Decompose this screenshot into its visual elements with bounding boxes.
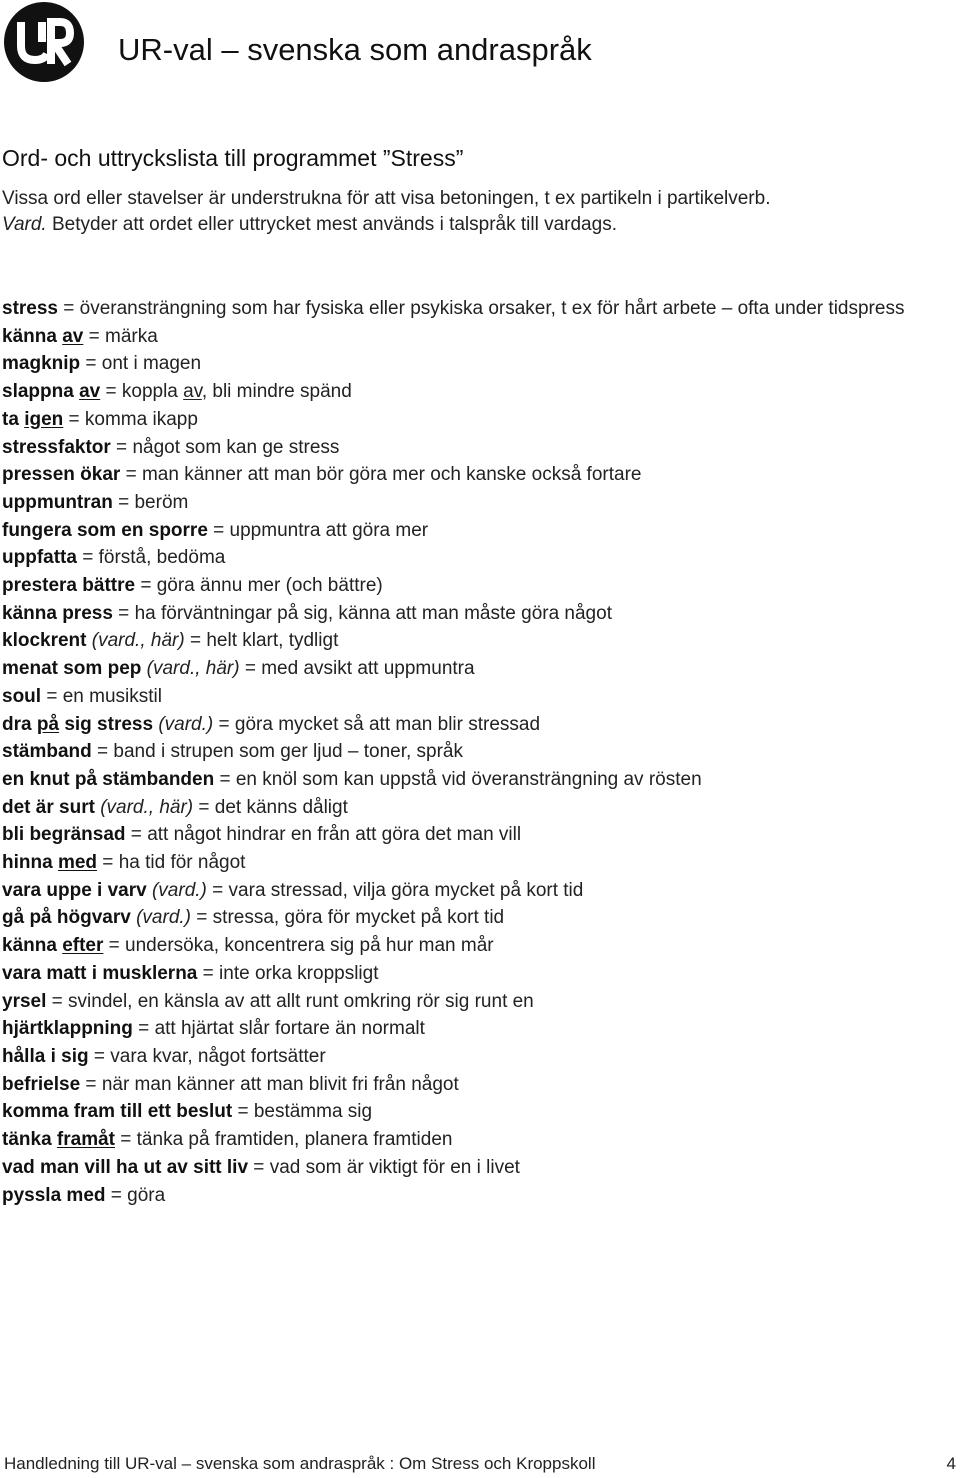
definition-text: märka [105,325,158,347]
glossary-term [2,437,111,458]
glossary-term [2,603,113,624]
glossary-entry [2,323,952,351]
term-text: känna press [2,602,113,624]
usage-note: (vard., här) [146,658,240,680]
glossary-term [2,1046,89,1067]
glossary-term [2,547,77,568]
term-text: ta [2,408,25,430]
definition-text: ont i magen [101,353,202,375]
term-text: slappna [2,381,80,403]
definition-text: överansträngning som har fysiska eller psykiska orsaker, t ex för hårt arbete – ofta under tidspress [79,298,905,319]
glossary-definition [102,353,201,374]
definition-text: inte orka kroppsligt [219,962,379,984]
glossary-entry [2,766,952,794]
glossary-entry [2,960,952,988]
term-text: vara matt i musklerna [2,962,198,984]
definition-text: bestämma sig [253,1101,373,1123]
equals-sign: = [214,768,236,790]
equals-sign: = [115,1129,137,1151]
definition-stressed: av [183,381,202,403]
term-text: befrielse [2,1073,81,1095]
term-text: prestera bättre [2,575,136,597]
term-text: uppfatta [2,547,77,569]
equals-sign: = [112,602,135,624]
glossary-definition [105,326,158,347]
glossary-entry [2,988,952,1016]
glossary-definition [134,492,188,513]
glossary-entry [2,378,952,406]
equals-sign: = [80,353,102,375]
term-text: stress [2,298,58,319]
term-stressed: efter [62,935,104,957]
definition-text: göra mycket så att man blir stressad [234,713,541,735]
equals-sign: = [207,519,230,541]
term-text: vara uppe i varv [2,879,147,901]
glossary-entry [2,1126,952,1154]
definition-text: en knöl som kan uppstå vid överansträngning av rösten [235,768,702,790]
glossary-term [2,1185,106,1206]
term-text: komma fram till ett beslut [2,1101,233,1123]
usage-note: (vard.) [151,879,207,901]
definition-text: uppmuntra att göra mer [229,519,429,541]
term-text: hinna [2,852,58,874]
glossary-entry [2,627,952,655]
term-text: dra [2,713,37,735]
definition-text: vara kvar, något fortsätter [110,1045,326,1067]
glossary-entry [2,489,952,517]
glossary-term [2,714,153,735]
glossary-term [2,1074,80,1095]
equals-sign: = [63,408,85,430]
glossary-entry [2,904,952,932]
equals-sign: = [41,685,63,707]
equals-sign: = [46,990,69,1012]
glossary-term [2,797,95,818]
glossary-definition [142,464,642,485]
glossary-definition [132,437,339,458]
equals-sign: = [239,658,262,680]
vard-abbreviation: Vard. [2,214,47,235]
glossary-entry [2,1071,952,1099]
glossary-definition [147,824,521,845]
glossary-definition [230,520,429,541]
term-text: hålla i sig [2,1045,89,1067]
ur-logo-icon [4,2,84,82]
definition-text: komma ikapp [84,408,198,430]
glossary-entry [2,1182,952,1210]
definition-text: , bli mindre spänd [201,381,352,403]
glossary-entry [2,600,952,628]
glossary-entry [2,1154,952,1182]
section-title: Ord- och uttryckslista till programmet ”Stress” [2,145,464,171]
glossary-term [2,520,208,541]
vard-explanation: Betyder att ordet eller uttrycket mest används i talspråk till vardags. [46,214,617,235]
glossary-term [2,381,100,402]
glossary-definition [157,575,383,596]
term-text: det är surt [2,796,95,818]
term-text: fungera som en sporre [2,519,208,541]
equals-sign: = [58,298,80,319]
term-text: tänka [2,1129,57,1151]
glossary-entry [2,711,952,739]
glossary-entry [2,295,952,323]
glossary-term [2,686,41,707]
glossary-entry [2,683,952,711]
glossary-entry [2,877,952,905]
term-text: känna [2,935,63,957]
glossary-term [2,630,86,651]
definition-text: undersöka, koncentrera sig på hur man mår [125,935,494,957]
term-text: sig stress [59,713,154,735]
equals-sign: = [88,1045,111,1067]
glossary-definition [270,1157,520,1178]
equals-sign: = [184,630,207,652]
glossary-definition [235,714,540,735]
definition-text: med avsikt att uppmuntra [261,658,475,680]
glossary-definition [261,658,474,679]
glossary-term [2,880,147,901]
term-text: pyssla med [2,1184,106,1206]
equals-sign: = [100,381,122,403]
glossary-definition [206,630,338,651]
term-text: magknip [2,353,81,375]
term-text: vad man vill ha ut av sitt liv [2,1156,249,1178]
equals-sign: = [112,491,135,513]
document-title: UR-val – svenska som andraspråk [118,32,592,67]
definition-text: förstå, bedöma [98,547,226,569]
definition-text: det känns dåligt [214,796,348,818]
glossary-entry [2,350,952,378]
glossary-definition [127,1185,165,1206]
ur-logo [4,2,84,82]
footer-text: Handledning till UR-val – svenska som andraspråk : Om Stress och Kroppskoll [4,1454,596,1473]
term-text: bli begränsad [2,824,126,846]
definition-text: vad som är viktigt för en i livet [269,1156,520,1178]
glossary-definition [254,1101,372,1122]
term-stressed: med [57,852,98,874]
equals-sign: = [105,1184,128,1206]
glossary-term [2,769,214,790]
glossary-term [2,1129,115,1150]
term-text: klockrent [2,630,87,652]
intro-text [2,186,952,238]
term-text: pressen ökar [2,464,121,486]
page-number: 4 [946,1454,956,1473]
glossary-term [2,492,113,513]
definition-text: koppla [121,381,184,403]
glossary-entry [2,406,952,434]
glossary-definition [63,686,162,707]
definition-text: göra ännu mer (och bättre) [156,575,383,597]
glossary-term [2,963,197,984]
glossary-entry [2,794,952,822]
glossary-entry [2,1015,952,1043]
term-stressed: igen [24,408,64,430]
glossary-term [2,575,135,596]
intro-line-vard [2,212,952,238]
equals-sign: = [97,852,119,874]
glossary-entry [2,1043,952,1071]
equals-sign: = [135,575,157,597]
term-text: yrsel [2,990,47,1012]
glossary-term [2,1157,248,1178]
definition-text: tänka på framtiden, planera framtiden [136,1129,453,1151]
definition-text: vara stressad, vilja göra mycket på kort tid [228,879,584,901]
equals-sign: = [80,1073,102,1095]
page-footer [4,1452,956,1476]
term-text: känna [2,325,63,347]
glossary-term [2,298,58,319]
term-stressed: av [79,381,101,403]
equals-sign: = [193,796,215,818]
definition-text: band i strupen som ger ljud – toner, språk [113,741,463,763]
definition-text: ha förväntningar på sig, känna att man måste göra något [134,602,612,624]
glossary-definition [213,907,504,928]
term-stressed: framåt [56,1129,115,1151]
definition-text: beröm [134,491,189,513]
glossary-definition [102,1074,459,1095]
glossary-term [2,907,131,928]
glossary-definition [135,603,612,624]
glossary-entry [2,849,952,877]
definition-text: göra [127,1184,166,1206]
term-text: menat som pep [2,658,142,680]
term-text: soul [2,685,42,707]
glossary-term [2,326,83,347]
glossary-term [2,1018,133,1039]
equals-sign: = [76,547,99,569]
equals-sign: = [91,741,114,763]
glossary-definition [122,381,352,402]
glossary-term [2,991,46,1012]
term-text: gå på högvarv [2,907,131,929]
equals-sign: = [213,713,235,735]
equals-sign: = [83,325,105,347]
glossary-definition [137,1129,453,1150]
term-stressed: på [36,713,60,735]
glossary-term [2,935,103,956]
glossary-term [2,353,80,374]
definition-text: man känner att man bör göra mer och kanske också fortare [141,464,642,486]
glossary-term [2,658,141,679]
usage-note: (vard.) [158,713,214,735]
definition-text: att något hindrar en från att göra det man vill [147,824,522,846]
equals-sign: = [232,1101,254,1123]
glossary-definition [236,769,702,790]
glossary-entry [2,461,952,489]
glossary-term [2,1101,232,1122]
glossary-entry [2,738,952,766]
equals-sign: = [125,824,148,846]
glossary-definition [155,1018,425,1039]
definition-text: något som kan ge stress [132,436,340,458]
glossary-entry [2,932,952,960]
equals-sign: = [248,1156,270,1178]
glossary-entry [2,655,952,683]
definition-text: att hjärtat slår fortare än normalt [154,1018,425,1040]
definition-text: ha tid för något [118,852,246,874]
equals-sign: = [206,879,229,901]
term-stressed: av [62,325,84,347]
glossary-term [2,824,126,845]
term-text: en knut på stämbanden [2,768,215,790]
definition-text: när man känner att man blivit fri från något [101,1073,459,1095]
glossary-definition [215,797,348,818]
glossary-definition [68,991,534,1012]
usage-note: (vard., här) [100,796,194,818]
glossary-definition [80,298,905,319]
term-text: stämband [2,741,92,763]
glossary-definition [125,935,494,956]
usage-note: (vard.) [136,907,192,929]
glossary-definition [219,963,378,984]
glossary-entry [2,572,952,600]
glossary-term [2,852,97,873]
equals-sign: = [197,962,220,984]
glossary-definition [119,852,246,873]
equals-sign: = [103,935,126,957]
definition-text: helt klart, tydligt [206,630,339,652]
glossary-definition [85,409,198,430]
intro-line-stress-marks: Vissa ord eller stavelser är understrukna för att visa betoningen, t ex partikeln i partikelverb. [2,188,771,209]
glossary-definition [113,741,463,762]
glossary-term [2,409,63,430]
glossary-entry [2,821,952,849]
equals-sign: = [132,1018,155,1040]
glossary-entry [2,1098,952,1126]
glossary-term [2,464,120,485]
equals-sign: = [191,907,213,929]
term-text: hjärtklappning [2,1018,133,1040]
definition-text: en musikstil [62,685,162,707]
usage-note: (vard., här) [91,630,185,652]
glossary-definition [99,547,226,568]
glossary-term [2,741,92,762]
equals-sign: = [120,464,142,486]
term-text: uppmuntran [2,491,113,513]
glossary-entry [2,517,952,545]
glossary-list [2,295,952,1209]
equals-sign: = [110,436,133,458]
term-text: stressfaktor [2,436,111,458]
definition-text: svindel, en känsla av att allt runt omkring rör sig runt en [68,990,534,1012]
definition-text: stressa, göra för mycket på kort tid [212,907,505,929]
glossary-entry [2,544,952,572]
glossary-definition [110,1046,325,1067]
glossary-definition [229,880,584,901]
glossary-entry [2,434,952,462]
